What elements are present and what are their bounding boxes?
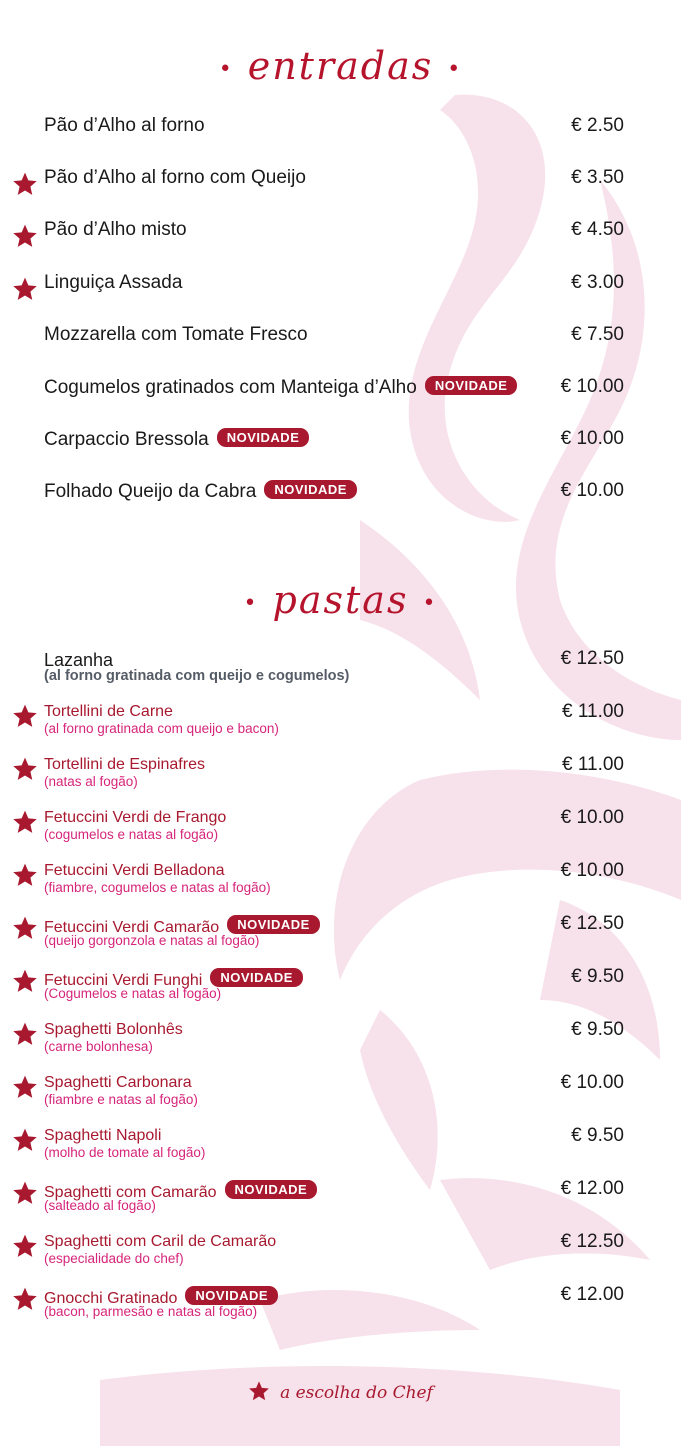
star-icon (12, 1074, 38, 1100)
item-price: € 12.50 (560, 913, 624, 934)
star-icon (12, 223, 38, 249)
item-price: € 11.00 (562, 701, 624, 722)
item-name (44, 809, 226, 827)
item-description: (al forno gratinada com queijo e bacon) (44, 721, 279, 736)
novidade-badge: NOVIDADE (210, 968, 303, 987)
item-name (44, 862, 225, 880)
item-price: € 2.50 (571, 115, 624, 136)
item-description: (bacon, parmesão e natas al fogão) (44, 1304, 258, 1319)
item-price: € 3.00 (571, 271, 624, 293)
star-icon (12, 1180, 38, 1206)
item-price: € 9.50 (571, 1019, 624, 1040)
star-icon (12, 703, 38, 729)
section-title-entradas (0, 44, 681, 88)
item-price: € 10.00 (560, 1072, 624, 1093)
item-description: (especialidade do chef) (44, 1251, 184, 1266)
title-dot: • (218, 57, 234, 82)
title-dot: • (447, 57, 463, 82)
item-description: (fiambre e natas al fogão) (44, 1092, 198, 1107)
footer-legend (0, 1380, 681, 1403)
footer-label: a escolha do Chef (280, 1383, 433, 1403)
item-name-text: Pão d’Alho misto (44, 219, 187, 241)
star-icon (12, 1233, 38, 1259)
star-icon (12, 809, 38, 835)
section-title-pastas (0, 578, 681, 622)
item-price: € 10.00 (560, 480, 624, 502)
item-description: (cogumelos e natas al fogão) (44, 827, 219, 842)
item-name-text: Fetuccini Verdi Belladona (44, 862, 225, 879)
item-name-text: Spaghetti com Caril de Camarão (44, 1233, 277, 1250)
item-name-text: Fetuccini Verdi Camarão (44, 919, 220, 936)
item-name (44, 115, 205, 137)
item-name-text: Spaghetti Napoli (44, 1127, 162, 1144)
title-dot: • (422, 591, 438, 616)
item-name (44, 376, 517, 399)
item-description: (fiambre, cogumelos e natas al fogão) (44, 880, 271, 895)
item-name-text: Mozzarella com Tomate Fresco (44, 323, 308, 345)
item-price: € 10.00 (560, 807, 624, 828)
item-price: € 11.00 (562, 754, 624, 775)
item-name (44, 1021, 183, 1039)
novidade-badge: NOVIDADE (185, 1286, 278, 1305)
item-name-text: Tortellini de Carne (44, 703, 173, 720)
item-price: € 10.00 (560, 376, 624, 397)
item-description: (al forno gratinada com queijo e cogumelos) (44, 668, 350, 684)
item-price: € 4.50 (571, 219, 624, 241)
item-name (44, 480, 357, 503)
star-icon (12, 915, 38, 941)
item-name (44, 1233, 276, 1251)
item-name (44, 272, 182, 294)
item-price: € 12.50 (560, 648, 624, 669)
star-icon (12, 171, 38, 197)
item-price: € 10.00 (560, 428, 624, 450)
item-name-text: Spaghetti Bolonhês (44, 1021, 183, 1038)
star-icon (12, 756, 38, 782)
item-name-text: Tortellini de Espinafres (44, 756, 205, 773)
novidade-badge: NOVIDADE (217, 428, 310, 447)
item-description: (natas al fogão) (44, 774, 138, 789)
item-price: € 3.50 (571, 167, 624, 189)
star-icon (12, 276, 38, 302)
item-name-text: Fetuccini Verdi Funghi (44, 972, 203, 989)
item-name-text: Folhado Queijo da Cabra (44, 481, 257, 503)
item-description: (salteado al fogão) (44, 1198, 156, 1213)
item-description: (molho de tomate al fogão) (44, 1145, 206, 1160)
item-price: € 12.00 (560, 1284, 624, 1305)
item-name (44, 756, 205, 774)
item-description: (Cogumelos e natas al fogão) (44, 986, 222, 1001)
item-price: € 10.00 (560, 860, 624, 881)
star-icon (12, 1127, 38, 1153)
star-icon (12, 1021, 38, 1047)
item-name-text: Spaghetti com Camarão (44, 1184, 217, 1201)
item-name-text: Lazanha (44, 650, 114, 670)
item-price: € 12.00 (560, 1178, 624, 1199)
item-name-text: Gnocchi Gratinado (44, 1290, 178, 1307)
novidade-badge: NOVIDADE (425, 376, 518, 395)
item-name-text: Linguiça Assada (44, 271, 183, 293)
item-price: € 9.50 (571, 1125, 624, 1146)
item-name-text: Fetuccini Verdi de Frango (44, 809, 227, 826)
item-name (44, 167, 306, 189)
item-name (44, 1074, 192, 1092)
novidade-badge: NOVIDADE (227, 915, 320, 934)
novidade-badge: NOVIDADE (264, 480, 357, 499)
item-name (44, 324, 308, 346)
item-name-text: Spaghetti Carbonara (44, 1074, 192, 1091)
item-description: (queijo gorgonzola e natas al fogão) (44, 933, 260, 948)
star-icon (248, 1380, 270, 1402)
item-price: € 12.50 (560, 1231, 624, 1252)
item-name-text: Carpaccio Bressola (44, 429, 209, 451)
item-name-text: Pão d’Alho al forno (44, 115, 205, 136)
item-price: € 7.50 (571, 323, 624, 345)
item-price: € 9.50 (571, 966, 624, 987)
item-description: (carne bolonhesa) (44, 1039, 153, 1054)
item-name-text: Pão d’Alho al forno com Queijo (44, 167, 306, 189)
item-name-text: Cogumelos gratinados com Manteiga d’Alho (44, 377, 417, 398)
star-icon (12, 1286, 38, 1312)
star-icon (12, 968, 38, 994)
novidade-badge: NOVIDADE (225, 1180, 318, 1199)
section-title-text: pastas (272, 578, 409, 622)
item-name (44, 428, 309, 451)
star-icon (12, 862, 38, 888)
item-name (44, 219, 187, 241)
item-name (44, 1127, 161, 1145)
title-dot: • (243, 591, 259, 616)
section-title-text: entradas (247, 44, 434, 88)
item-name (44, 703, 173, 721)
